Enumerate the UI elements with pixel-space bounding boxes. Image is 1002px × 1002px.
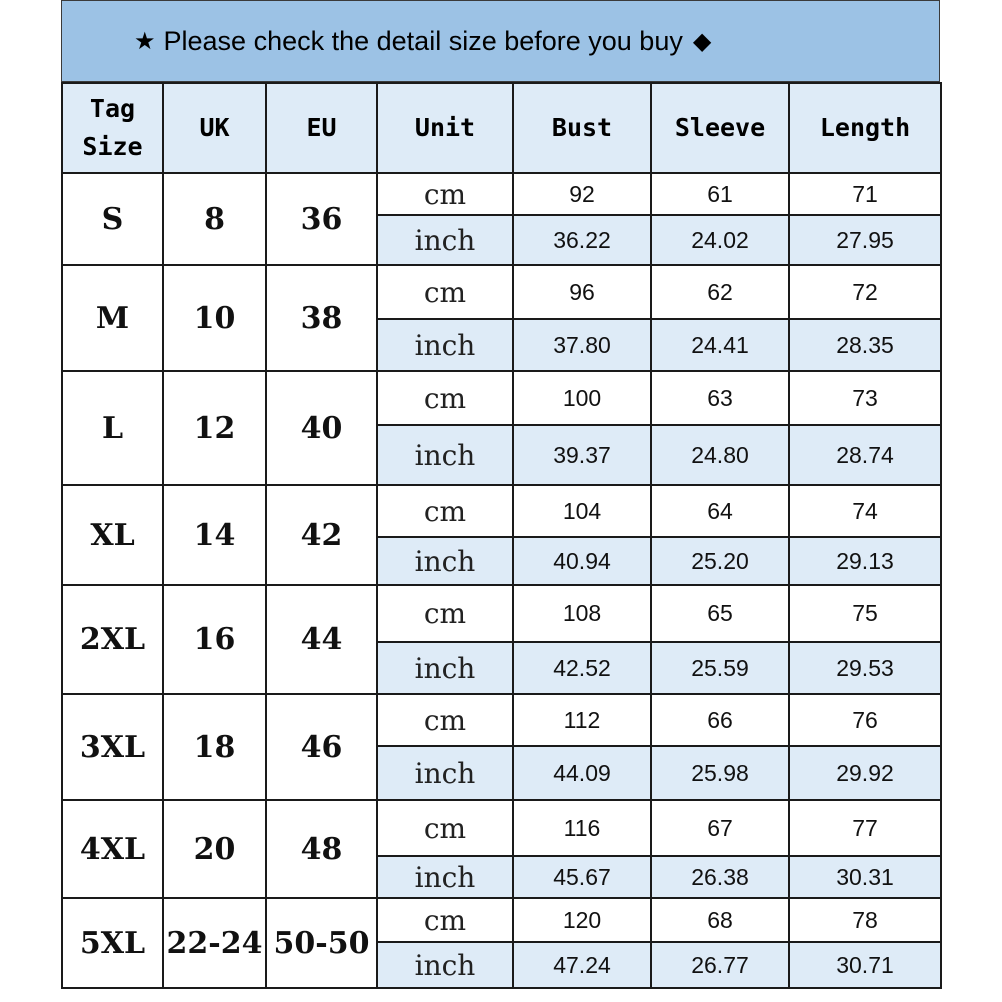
- unit-cell-inch: inch: [377, 319, 513, 371]
- unit-cell-cm: cm: [377, 898, 513, 942]
- uk-size-cell: 10: [163, 265, 266, 371]
- eu-size-cell: 50-50: [266, 898, 377, 988]
- sleeve-cm-cell: 66: [651, 694, 789, 746]
- eu-size-cell: 44: [266, 585, 377, 694]
- bust-cm-cell: 116: [513, 800, 651, 856]
- eu-size-cell: 40: [266, 371, 377, 485]
- length-cm-cell: 72: [789, 265, 941, 319]
- tag-size-cell: S: [62, 173, 163, 265]
- size-notice-text: Please check the detail size before you buy: [163, 25, 683, 56]
- eu-size-cell: 38: [266, 265, 377, 371]
- sleeve-inch-cell: 26.77: [651, 942, 789, 988]
- sleeve-cm-cell: 65: [651, 585, 789, 642]
- unit-cell-cm: cm: [377, 800, 513, 856]
- bust-cm-cell: 96: [513, 265, 651, 319]
- eu-size-cell: 46: [266, 694, 377, 800]
- size-row-cm: [62, 694, 941, 746]
- tag-size-cell: L: [62, 371, 163, 485]
- length-cm-cell: 76: [789, 694, 941, 746]
- length-inch-cell: 29.92: [789, 746, 941, 800]
- size-row-cm: [62, 800, 941, 856]
- unit-cell-cm: cm: [377, 585, 513, 642]
- tag-size-cell: 2XL: [62, 585, 163, 694]
- sleeve-cm-cell: 67: [651, 800, 789, 856]
- uk-size-cell: 18: [163, 694, 266, 800]
- tag-size-cell: 5XL: [62, 898, 163, 988]
- sleeve-cm-cell: 63: [651, 371, 789, 425]
- length-cm-cell: 78: [789, 898, 941, 942]
- sleeve-inch-cell: 25.98: [651, 746, 789, 800]
- uk-size-cell: 12: [163, 371, 266, 485]
- header-unit: Unit: [377, 83, 513, 173]
- size-chart: [61, 0, 940, 1002]
- unit-cell-inch: inch: [377, 746, 513, 800]
- header-row: [62, 83, 941, 173]
- bust-inch-cell: 37.80: [513, 319, 651, 371]
- uk-size-cell: 22-24: [163, 898, 266, 988]
- size-row-cm: [62, 265, 941, 319]
- bust-cm-cell: 112: [513, 694, 651, 746]
- sleeve-inch-cell: 25.59: [651, 642, 789, 694]
- bust-cm-cell: 108: [513, 585, 651, 642]
- sleeve-cm-cell: 62: [651, 265, 789, 319]
- length-cm-cell: 75: [789, 585, 941, 642]
- length-inch-cell: 29.13: [789, 537, 941, 585]
- length-cm-cell: 73: [789, 371, 941, 425]
- length-inch-cell: 29.53: [789, 642, 941, 694]
- eu-size-cell: 42: [266, 485, 377, 585]
- sleeve-inch-cell: 24.80: [651, 425, 789, 485]
- length-cm-cell: 71: [789, 173, 941, 215]
- header-bust: Bust: [513, 83, 651, 173]
- diamond-icon: ◆: [692, 27, 712, 55]
- uk-size-cell: 8: [163, 173, 266, 265]
- header-eu: EU: [266, 83, 377, 173]
- header-sleeve: Sleeve: [651, 83, 789, 173]
- size-row-cm: [62, 485, 941, 537]
- size-table: [61, 82, 942, 989]
- uk-size-cell: 16: [163, 585, 266, 694]
- unit-cell-cm: cm: [377, 694, 513, 746]
- size-table-body: [62, 173, 941, 988]
- header-length: Length: [789, 83, 941, 173]
- unit-cell-cm: cm: [377, 371, 513, 425]
- uk-size-cell: 20: [163, 800, 266, 898]
- unit-cell-cm: cm: [377, 485, 513, 537]
- size-row-cm: [62, 585, 941, 642]
- bust-cm-cell: 120: [513, 898, 651, 942]
- tag-size-cell: XL: [62, 485, 163, 585]
- bust-inch-cell: 44.09: [513, 746, 651, 800]
- length-inch-cell: 28.74: [789, 425, 941, 485]
- bust-cm-cell: 92: [513, 173, 651, 215]
- tag-size-cell: 3XL: [62, 694, 163, 800]
- bust-inch-cell: 42.52: [513, 642, 651, 694]
- length-cm-cell: 77: [789, 800, 941, 856]
- header-uk: UK: [163, 83, 266, 173]
- length-inch-cell: 30.31: [789, 856, 941, 898]
- bust-inch-cell: 45.67: [513, 856, 651, 898]
- sleeve-cm-cell: 61: [651, 173, 789, 215]
- sleeve-cm-cell: 64: [651, 485, 789, 537]
- length-inch-cell: 30.71: [789, 942, 941, 988]
- size-row-cm: [62, 898, 941, 942]
- size-notice-banner: [61, 0, 940, 82]
- sleeve-cm-cell: 68: [651, 898, 789, 942]
- length-cm-cell: 74: [789, 485, 941, 537]
- bust-cm-cell: 104: [513, 485, 651, 537]
- sleeve-inch-cell: 25.20: [651, 537, 789, 585]
- bust-inch-cell: 39.37: [513, 425, 651, 485]
- unit-cell-cm: cm: [377, 173, 513, 215]
- unit-cell-cm: cm: [377, 265, 513, 319]
- unit-cell-inch: inch: [377, 215, 513, 265]
- bust-inch-cell: 36.22: [513, 215, 651, 265]
- length-inch-cell: 27.95: [789, 215, 941, 265]
- tag-size-cell: 4XL: [62, 800, 163, 898]
- unit-cell-inch: inch: [377, 425, 513, 485]
- bust-inch-cell: 47.24: [513, 942, 651, 988]
- bust-inch-cell: 40.94: [513, 537, 651, 585]
- unit-cell-inch: inch: [377, 642, 513, 694]
- uk-size-cell: 14: [163, 485, 266, 585]
- star-icon: ★: [134, 27, 156, 55]
- sleeve-inch-cell: 24.41: [651, 319, 789, 371]
- length-inch-cell: 28.35: [789, 319, 941, 371]
- unit-cell-inch: inch: [377, 856, 513, 898]
- unit-cell-inch: inch: [377, 942, 513, 988]
- size-row-cm: [62, 173, 941, 215]
- eu-size-cell: 48: [266, 800, 377, 898]
- sleeve-inch-cell: 26.38: [651, 856, 789, 898]
- size-row-cm: [62, 371, 941, 425]
- eu-size-cell: 36: [266, 173, 377, 265]
- header-tag-size: Tag Size: [62, 83, 163, 173]
- bust-cm-cell: 100: [513, 371, 651, 425]
- tag-size-cell: M: [62, 265, 163, 371]
- unit-cell-inch: inch: [377, 537, 513, 585]
- sleeve-inch-cell: 24.02: [651, 215, 789, 265]
